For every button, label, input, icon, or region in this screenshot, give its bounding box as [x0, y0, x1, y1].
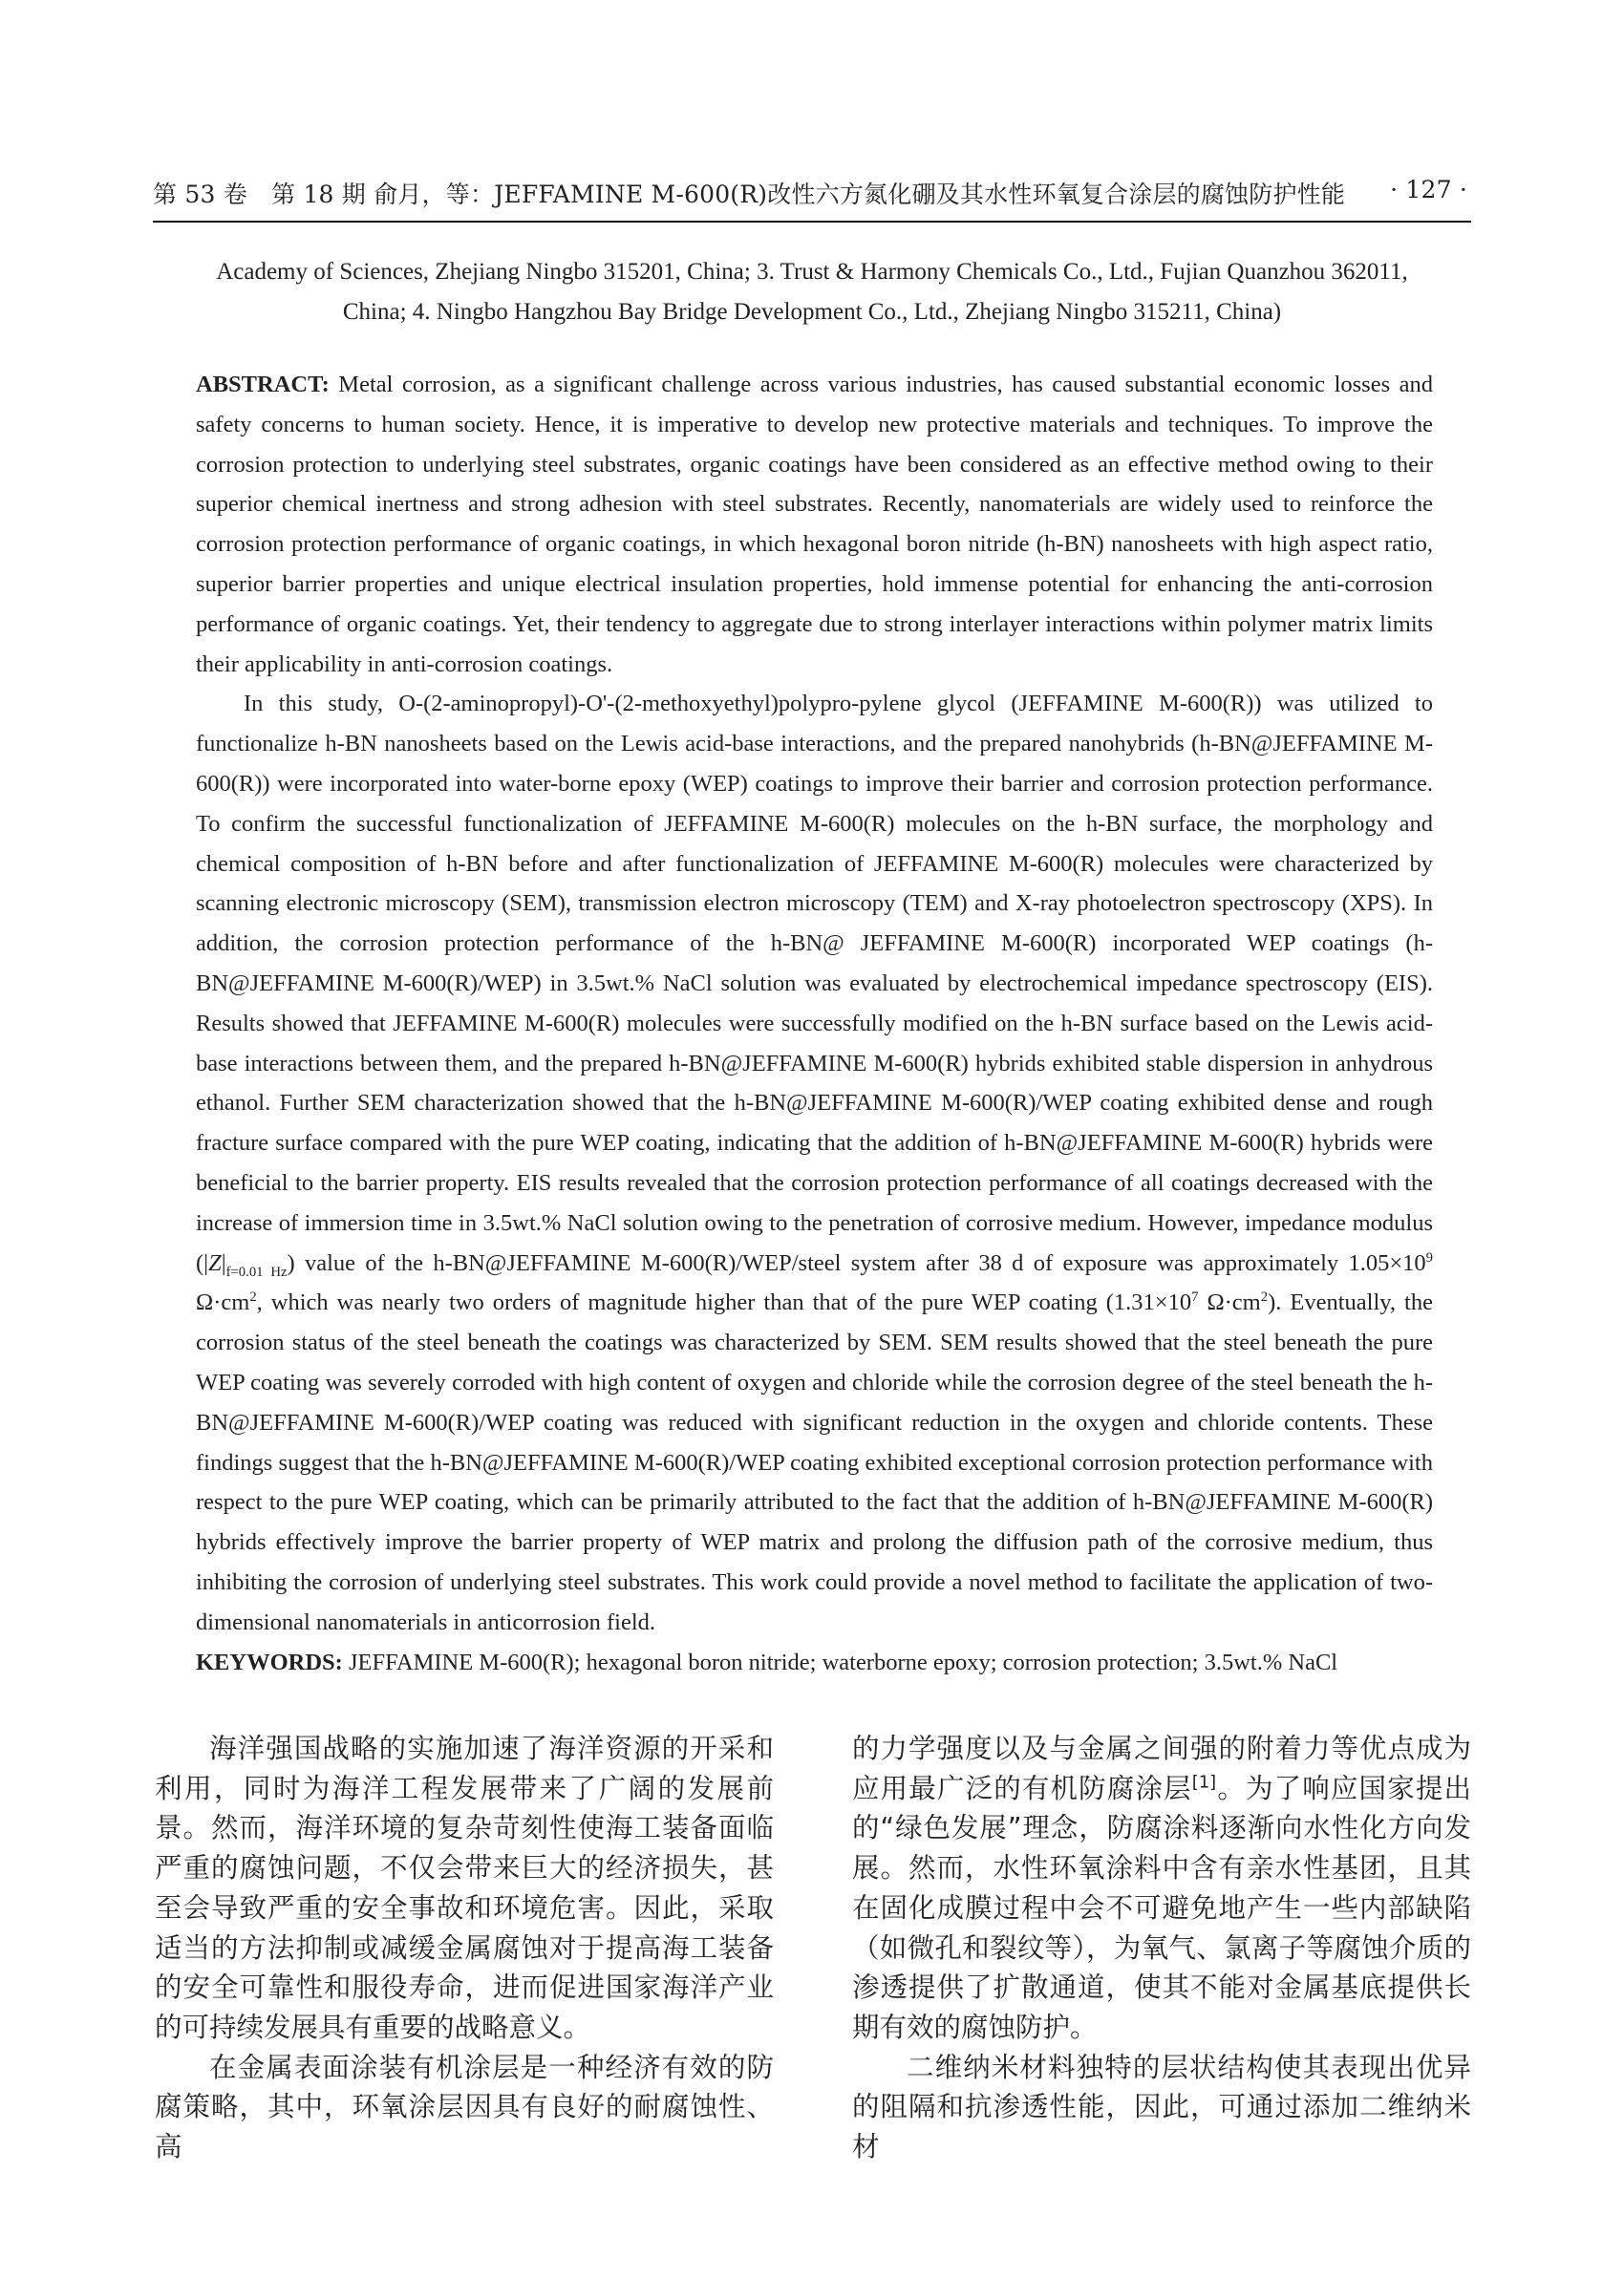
abstract-paragraph-2: [196, 684, 1433, 1642]
affiliation-block: [153, 252, 1471, 332]
body-columns: [155, 1729, 1471, 2163]
running-header: [153, 176, 1471, 222]
abstract-text-2a: In this study, O-(2-aminopropyl)-O'-(2-methoxyethyl)polypro-pylene glycol (JEFFAMINE M-600(R)) was utilized to functionalize h-BN nanosheets based on the Lewis acid-base interactions, and the prepared nanohybrids (h-BN@JEFFAMINE M-600(R)) were incorporated into water-borne epoxy (WEP) coatings to improve their barrier and corrosion protection performance. To confirm the successful functionalization of JEFFAMINE M-600(R) molecules on the h-BN surface, the morphology and chemical composition of h-BN before and after functionalization of JEFFAMINE M-600(R) molecules were characterized by scanning electronic microscopy (SEM), transmission electron microscopy (TEM) and X-ray photoelectron spectroscopy (XPS). In addition, the corrosion protection performance of the h-BN@ JEFFAMINE M-600(R) incorporated WEP coatings (h-BN@JEFFAMINE M-600(R)/WEP) in 3.5wt.% NaCl solution was evaluated by electrochemical impedance spectroscopy (EIS). Results showed that JEFFAMINE M-600(R) molecules were successfully modified on the h-BN surface based on the Lewis acid-base interactions between them, and the prepared h-BN@JEFFAMINE M-600(R) hybrids exhibited stable dispersion in anhydrous ethanol. Further SEM characterization showed that the h-BN@JEFFAMINE M-600(R)/WEP coating exhibited dense and rough fracture surface compared with the pure WEP coating, indicating that the addition of h-BN@JEFFAMINE M-600(R) hybrids were beneficial to the barrier property. EIS results revealed that the corrosion protection performance of all coatings decreased with the increase of immersion time in 3.5wt.% NaCl solution owing to the penetration of corrosive medium. However, impedance modulus (|: [196, 691, 1433, 1276]
left-column: [155, 1729, 774, 2167]
affiliation-line-2: China; 4. Ningbo Hangzhou Bay Bridge Development Co., Ltd., Zhejiang Ningbo 315211, China): [342, 299, 1282, 325]
citation-ref: [1]: [1191, 1772, 1217, 1793]
abstract-text-1: Metal corrosion, as a significant challenge across various industries, has caused substantial economic losses and safety concerns to human society. Hence, it is imperative to develop new protective materials and techniques. To improve the corrosion protection to underlying steel substrates, organic coatings have been considered as an effective method owing to their superior chemical inertness and strong adhesion with steel substrates. Recently, nanomaterials are widely used to reinforce the corrosion protection performance of organic coatings, in which hexagonal boron nitride (h-BN) nanosheets with high aspect ratio, superior barrier properties and unique electrical insulation properties, hold immense potential for enhancing the anti-corrosion performance of organic coatings. Yet, their tendency to aggregate due to strong interlayer interactions within polymer matrix limits their applicability in anti-corrosion coatings.: [196, 372, 1433, 677]
unit-1: Ω·cm: [196, 1289, 250, 1316]
keywords-label: KEYWORDS:: [196, 1649, 343, 1675]
header-title: 第 53 卷 第 18 期 俞月，等：JEFFAMINE M-600(R)改性六方氮化硼及其水性环氧复合涂层的腐蚀防护性能: [153, 181, 1346, 208]
right-column: [852, 1729, 1471, 2167]
keywords-line: [196, 1643, 1433, 1683]
impedance-symbol: Z: [208, 1249, 222, 1276]
header-rule: [153, 221, 1471, 223]
unit-1-square: 2: [249, 1289, 257, 1306]
abstract-block: [196, 365, 1433, 1682]
abstract-text-2c: ) value of the h-BN@JEFFAMINE M-600(R)/WEP/steel system after 38 d of exposure was approximately 1.05×10: [287, 1249, 1426, 1276]
left-paragraph-1: 海洋强国战略的实施加速了海洋资源的开采和利用，同时为海洋工程发展带来了广阔的发展前景。然而，海洋环境的复杂苛刻性使海工装备面临严重的腐蚀问题，不仅会带来巨大的经济损失，甚至会导致严重的安全事故和环境危害。因此，采取适当的方法抑制或减缓金属腐蚀对于提高海工装备的安全可靠性和服役寿命，进而促进国家海洋产业的可持续发展具有重要的战略意义。: [155, 1733, 774, 2043]
keywords-text: JEFFAMINE M-600(R); hexagonal boron nitride; waterborne epoxy; corrosion protection; 3.5wt.% NaCl: [342, 1649, 1338, 1675]
right-text-1a: 的力学强度以及与金属之间强的附着力等优点成为应用最广泛的有机防腐涂层: [852, 1733, 1471, 1804]
abstract-bar: |: [221, 1249, 226, 1276]
abstract-label: ABSTRACT:: [196, 372, 330, 397]
right-paragraph-1: [852, 1729, 1471, 2048]
frequency-subscript: f=0.01 Hz: [225, 1264, 288, 1280]
abstract-text-2e: , which was nearly two orders of magnitude higher than that of the pure WEP coating (1.31×10: [256, 1289, 1192, 1316]
page-number: · 127 ·: [1390, 176, 1467, 203]
affiliation-line-1: Academy of Sciences, Zhejiang Ningbo 315201, China; 3. Trust & Harmony Chemicals Co., Ltd., Fujian Quanzhou 362011,: [216, 259, 1408, 285]
abstract-paragraph-1: [196, 365, 1433, 684]
right-text-1b: 。为了响应国家提出的“绿色发展”理念，防腐涂料逐渐向水性化方向发展。然而，水性环氧涂料中含有亲水性基团，且其在固化成膜过程中会不可避免地产生一些内部缺陷（如微孔和裂纹等），为氧气、氯离子等腐蚀介质的渗透提供了扩散通道，使其不能对金属基底提供长期有效的腐蚀防护。: [852, 1772, 1471, 2043]
left-paragraph-2: 在金属表面涂装有机涂层是一种经济有效的防腐策略，其中，环氧涂层因具有良好的耐腐蚀性、高: [155, 2051, 774, 2163]
right-paragraph-2: 二维纳米材料独特的层状结构使其表现出优异的阻隔和抗渗透性能，因此，可通过添加二维纳米材: [852, 2051, 1471, 2163]
exponent-1: 9: [1425, 1249, 1433, 1266]
exponent-2: 7: [1191, 1289, 1199, 1306]
unit-2-square: 2: [1260, 1289, 1269, 1306]
unit-2: Ω·cm: [1198, 1289, 1261, 1316]
abstract-text-2g: ). Eventually, the corrosion status of the steel beneath the coatings was characterized by SEM. SEM results showed that the steel beneath the pure WEP coating was severely corroded with high content of oxygen and chloride while the corrosion degree of the steel beneath the h-BN@JEFFAMINE M-600(R)/WEP coating was reduced with significant reduction in the oxygen and chloride contents. These findings suggest that the h-BN@JEFFAMINE M-600(R)/WEP coating exhibited exceptional corrosion protection performance with respect to the pure WEP coating, which can be primarily attributed to the fact that the addition of h-BN@JEFFAMINE M-600(R) hybrids effectively improve the barrier property of WEP matrix and prolong the diffusion path of the corrosive medium, thus inhibiting the corrosion of underlying steel substrates. This work could provide a novel method to facilitate the application of two-dimensional nanomaterials in anticorrosion field.: [196, 1289, 1433, 1635]
